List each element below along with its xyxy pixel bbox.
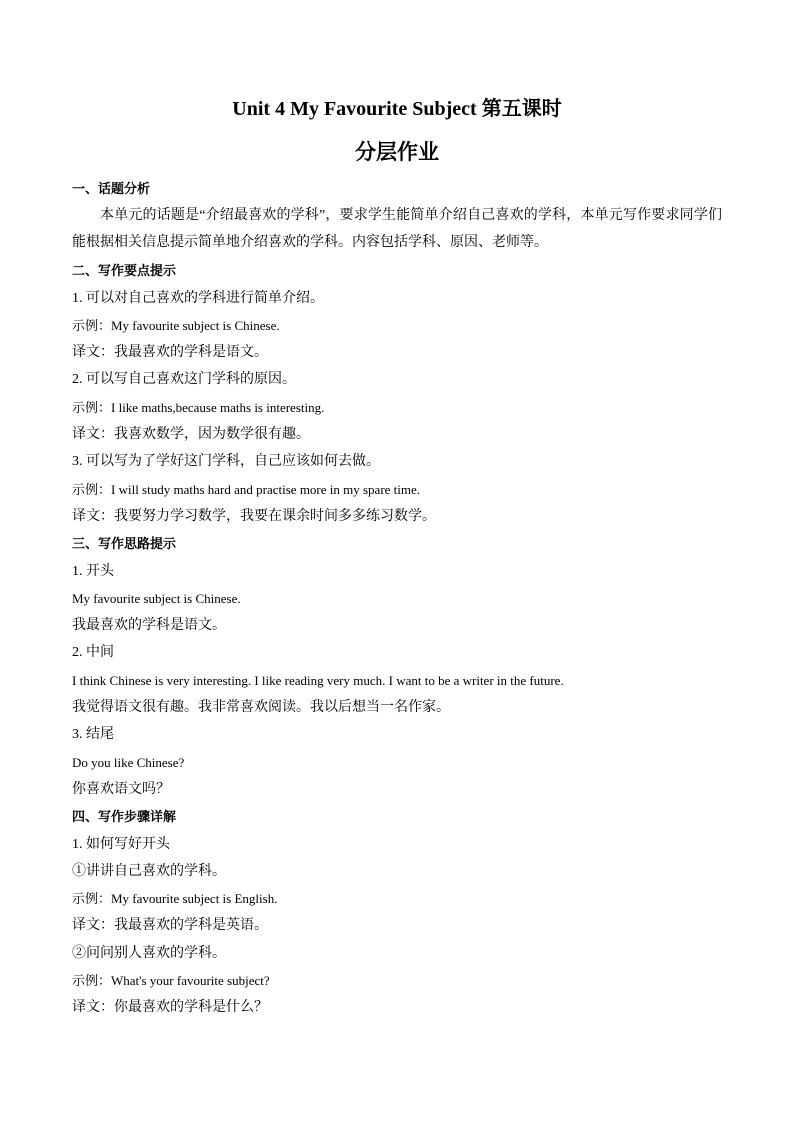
translation-line: 译文：我要努力学习数学，我要在课余时间多多练习数学。 bbox=[72, 508, 436, 524]
outline-item: 3. 结尾 bbox=[72, 727, 114, 743]
section-heading-writing-steps: 四、写作步骤详解 bbox=[72, 809, 177, 825]
example-line: 示例：My favourite subject is Chinese. bbox=[72, 317, 280, 333]
chinese-sample-line: 我最喜欢的学科是语文。 bbox=[72, 618, 226, 634]
document-body bbox=[72, 175, 722, 1022]
point-item: 3. 可以写为了学好这门学科，自己应该如何去做。 bbox=[72, 454, 380, 470]
english-sample-line: Do you like Chinese? bbox=[72, 754, 185, 770]
translation-line: 译文：我喜欢数学，因为数学很有趣。 bbox=[72, 427, 310, 443]
point-item: 2. 可以写自己喜欢这门学科的原因。 bbox=[72, 372, 296, 388]
section-heading-writing-points: 二、写作要点提示 bbox=[72, 263, 177, 279]
step-item: 1. 如何写好开头 bbox=[72, 836, 170, 852]
english-sample-line: My favourite subject is Chinese. bbox=[72, 590, 241, 606]
example-line: 示例：What's your favourite subject? bbox=[72, 973, 270, 989]
example-line: 示例：I like maths,because maths is interesting. bbox=[72, 399, 325, 415]
outline-item: 2. 中间 bbox=[72, 645, 114, 661]
example-line: 示例：My favourite subject is English. bbox=[72, 891, 278, 907]
document-subtitle: 分层作业 bbox=[355, 140, 439, 164]
step-subitem: ①讲讲自己喜欢的学科。 bbox=[72, 863, 226, 879]
section-heading-writing-ideas: 三、写作思路提示 bbox=[72, 536, 177, 552]
chinese-sample-line: 我觉得语文很有趣。我非常喜欢阅读。我以后想当一名作家。 bbox=[72, 700, 450, 716]
chinese-sample-line: 你喜欢语文吗？ bbox=[72, 781, 170, 797]
translation-line: 译文：你最喜欢的学科是什么？ bbox=[72, 1000, 268, 1016]
step-subitem: ②问问别人喜欢的学科。 bbox=[72, 945, 226, 961]
document-title: Unit 4 My Favourite Subject 第五课时 bbox=[232, 98, 562, 120]
translation-line: 译文：我最喜欢的学科是语文。 bbox=[72, 345, 268, 361]
section-heading-topic-analysis: 一、话题分析 bbox=[72, 181, 151, 196]
example-line: 示例：I will study maths hard and practise more in my spare time. bbox=[72, 481, 421, 497]
outline-item: 1. 开头 bbox=[72, 563, 114, 579]
topic-analysis-paragraph: 本单元的话题是“介绍最喜欢的学科”，要求学生能简单介绍自己喜欢的学科，本单元写作要求同学们能根据相关信息提示简单地介绍喜欢的学科。内容包括学科、原因、老师等。 bbox=[72, 208, 722, 251]
point-item: 1. 可以对自己喜欢的学科进行简单介绍。 bbox=[72, 290, 324, 306]
translation-line: 译文：我最喜欢的学科是英语。 bbox=[72, 918, 268, 934]
english-sample-line: I think Chinese is very interesting. I like reading very much. I want to be a writer in the future. bbox=[72, 672, 564, 688]
